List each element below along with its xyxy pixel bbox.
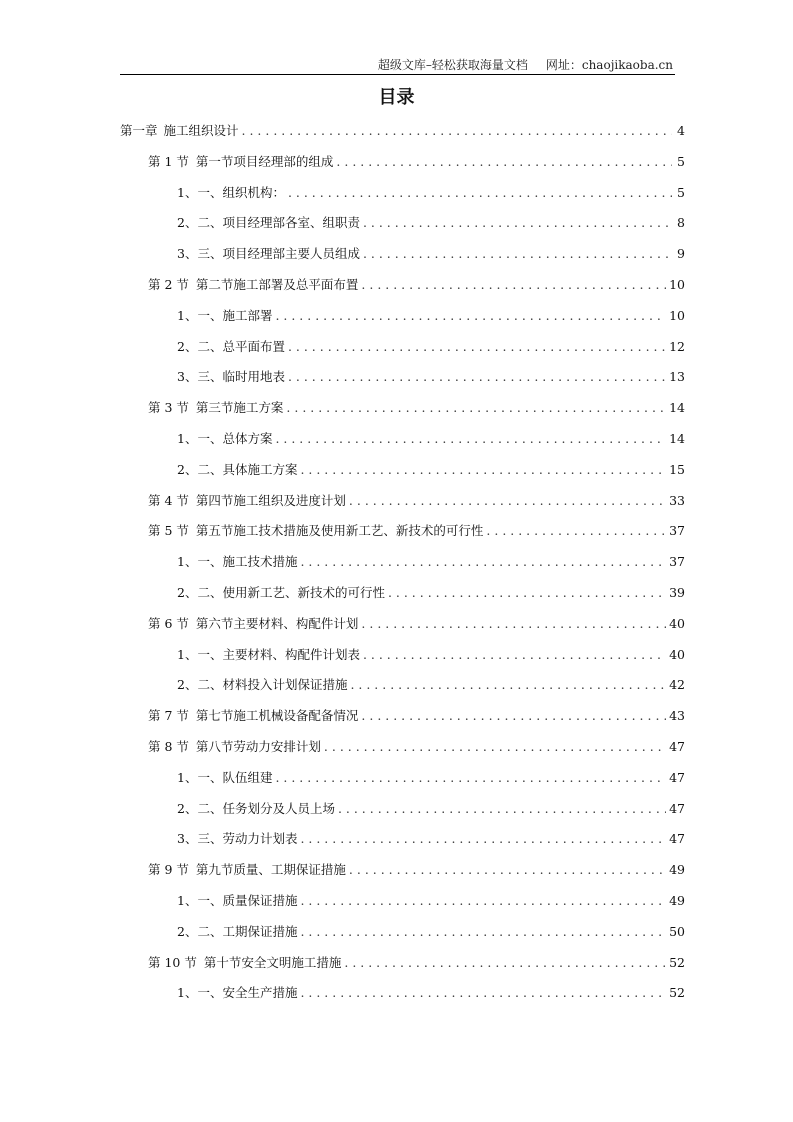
- toc-title: 目录: [378, 87, 415, 108]
- toc-entry-number: 1、: [177, 431, 198, 446]
- toc-entry[interactable]: [177, 337, 685, 357]
- toc-entry[interactable]: [148, 491, 685, 511]
- toc-entry[interactable]: [177, 244, 685, 264]
- toc-dot-leader: [344, 953, 666, 973]
- toc-entry[interactable]: [148, 398, 685, 418]
- toc-entry[interactable]: [177, 799, 685, 819]
- toc-entry-title: 第八节劳动力安排计划: [195, 739, 321, 754]
- toc-entry-title: 一、队伍组建: [197, 769, 273, 785]
- toc-entry-title: 二、任务划分及人员上场: [197, 800, 335, 816]
- toc-entry-number: 3、: [177, 369, 198, 385]
- toc-entry-title: 第三节施工方案: [195, 400, 284, 416]
- toc-entry[interactable]: [148, 737, 685, 757]
- toc-entry[interactable]: [148, 521, 685, 541]
- toc-entry-title: 一、总体方案: [197, 431, 273, 446]
- toc-entry-number: 2、: [177, 800, 198, 816]
- toc-entry[interactable]: [177, 306, 685, 326]
- toc-dot-leader: [388, 583, 666, 603]
- toc-entry-title: 二、具体施工方案: [197, 461, 298, 477]
- toc-entry-title: 一、质量保证措施: [197, 893, 298, 908]
- toc-entry-number: 3、: [177, 246, 198, 262]
- toc-entry-number: 1、: [177, 554, 198, 570]
- toc-entry-title: 二、工期保证措施: [197, 923, 298, 939]
- toc-entry-number: 2、: [177, 461, 198, 477]
- toc-entry-title: 一、安全生产措施: [197, 985, 298, 1001]
- toc-dot-leader: [288, 337, 666, 357]
- toc-entry[interactable]: [177, 891, 685, 911]
- toc-entry-page: 49: [669, 893, 685, 908]
- toc-entry-page: 39: [669, 585, 685, 600]
- toc-entry[interactable]: [177, 213, 685, 233]
- toc-entry-page: 47: [669, 800, 685, 816]
- toc-dot-leader: [300, 552, 666, 572]
- toc-entry-number: 2、: [177, 923, 198, 939]
- header-divider: [120, 74, 675, 75]
- toc-dot-leader: [486, 521, 666, 541]
- toc-entry-page: 14: [669, 431, 685, 446]
- toc-entry-page: 12: [669, 338, 685, 354]
- toc-entry-title: 第四节施工组织及进度计划: [195, 492, 346, 508]
- toc-dot-leader: [349, 491, 666, 511]
- toc-entry-number: 第 5 节: [148, 523, 189, 539]
- toc-entry-number: 1、: [177, 893, 198, 908]
- toc-entry[interactable]: [177, 183, 685, 203]
- toc-entry-page: 40: [669, 615, 685, 631]
- toc-entry-number: 1、: [177, 646, 198, 662]
- toc-entry[interactable]: [148, 275, 685, 295]
- toc-dot-leader: [361, 706, 666, 726]
- toc-entry-number: 1、: [177, 985, 198, 1001]
- toc-entry-title: 第九节质量、工期保证措施: [195, 862, 346, 878]
- toc-dot-leader: [363, 645, 666, 665]
- toc-dot-leader: [336, 152, 672, 172]
- toc-entry-page: 50: [669, 923, 685, 939]
- toc-entry-title: 二、材料投入计划保证措施: [197, 677, 348, 693]
- toc-entry-number: 第 3 节: [148, 400, 189, 416]
- toc-entry-page: 52: [669, 985, 685, 1001]
- toc-dot-leader: [286, 398, 666, 418]
- toc-entry-page: 42: [669, 677, 685, 693]
- toc-dot-leader: [275, 306, 666, 326]
- toc-entry-page: 49: [669, 862, 685, 878]
- toc-entry-title: 第一节项目经理部的组成: [195, 153, 334, 169]
- page-header: [120, 57, 673, 73]
- toc-dot-leader: [361, 275, 666, 295]
- toc-dot-leader: [361, 614, 666, 634]
- toc-entry-page: 47: [669, 831, 685, 847]
- toc-entry-title: 一、主要材料、构配件计划表: [197, 646, 360, 662]
- toc-entry-number: 2、: [177, 215, 198, 231]
- toc-entry-page: 37: [669, 523, 685, 539]
- toc-entry-number: 第 7 节: [148, 708, 189, 724]
- toc-dot-leader: [300, 460, 666, 480]
- toc-entry-number: 第 6 节: [148, 615, 189, 631]
- toc-entry[interactable]: [148, 953, 685, 973]
- toc-entry[interactable]: [148, 860, 685, 880]
- toc-entry-title: 二、项目经理部各室、组职责: [197, 215, 360, 231]
- toc-entry-page: 43: [669, 708, 685, 724]
- toc-entry-page: 37: [669, 554, 685, 570]
- toc-entry-title: 三、劳动力计划表: [197, 831, 298, 847]
- toc-entry[interactable]: [177, 829, 685, 849]
- toc-entry-title: 第六节主要材料、构配件计划: [195, 615, 359, 631]
- toc-entry[interactable]: [177, 460, 685, 480]
- toc-dot-leader: [275, 768, 666, 788]
- toc-entry-number: 第 1 节: [148, 153, 189, 169]
- toc-entry-page: 5: [677, 153, 685, 169]
- toc-entry-number: 2、: [177, 585, 198, 600]
- toc-entry-title: 施工组织设计: [163, 123, 239, 138]
- toc-entry[interactable]: [148, 706, 685, 726]
- toc-entry-number: 1、: [177, 307, 198, 323]
- toc-entry[interactable]: [177, 645, 685, 665]
- toc-entry-page: 47: [669, 739, 685, 754]
- toc-entry[interactable]: [177, 367, 685, 387]
- toc-dot-leader: [363, 213, 672, 233]
- toc-entry-number: 3、: [177, 831, 198, 847]
- header-url: 网址：chaojikaoba.cn: [545, 58, 673, 72]
- toc-entry-page: 4: [677, 123, 685, 138]
- toc-entry-title: 第二节施工部署及总平面布置: [195, 277, 359, 292]
- toc-entry-number: 第 2 节: [148, 277, 189, 292]
- toc-entry-title: 一、施工部署: [197, 307, 273, 323]
- toc-entry-number: 第 8 节: [148, 739, 189, 754]
- toc-entry-page: 15: [669, 461, 685, 477]
- toc-entry[interactable]: [177, 583, 685, 603]
- toc-entry-title: 第五节施工技术措施及使用新工艺、新技术的可行性: [195, 523, 484, 539]
- toc-entry[interactable]: [120, 121, 685, 141]
- toc-entry-number: 第 10 节: [148, 954, 197, 970]
- toc-dot-leader: [338, 799, 666, 819]
- toc-entry-number: 第一章: [120, 123, 158, 138]
- toc-dot-leader: [288, 367, 666, 387]
- toc-entry-number: 2、: [177, 677, 198, 693]
- toc-entry-title: 第七节施工机械设备配备情况: [195, 708, 359, 724]
- toc-entry-page: 33: [669, 492, 685, 508]
- toc-entry[interactable]: [177, 552, 685, 572]
- toc-entry-title: 二、总平面布置: [197, 338, 285, 354]
- toc-entry-title: 二、使用新工艺、新技术的可行性: [197, 585, 385, 600]
- toc-dot-leader: [300, 891, 666, 911]
- toc-entry-number: 1、: [177, 184, 198, 200]
- toc-entry[interactable]: [177, 922, 685, 942]
- toc-entry-title: 一、组织机构：: [197, 184, 285, 200]
- toc-entry-title: 第十节安全文明施工措施: [203, 954, 342, 970]
- toc-entry[interactable]: [177, 675, 685, 695]
- toc-entry[interactable]: [177, 768, 685, 788]
- toc-entry-page: 47: [669, 769, 685, 785]
- toc-dot-leader: [288, 183, 672, 203]
- toc-entry[interactable]: [148, 614, 685, 634]
- toc-entry-title: 三、项目经理部主要人员组成: [197, 246, 360, 262]
- toc-dot-leader: [300, 829, 666, 849]
- toc-entry[interactable]: [148, 152, 685, 172]
- toc-dot-leader: [349, 860, 666, 880]
- toc-entry-page: 40: [669, 646, 685, 662]
- toc-entry-title: 三、临时用地表: [197, 369, 285, 385]
- toc-dot-leader: [300, 922, 666, 942]
- toc-dot-leader: [324, 737, 666, 757]
- toc-entry-page: 9: [677, 246, 685, 262]
- toc-entry-page: 10: [669, 277, 685, 292]
- toc-entry-page: 8: [677, 215, 685, 231]
- toc-entry-page: 10: [669, 307, 685, 323]
- toc-entry[interactable]: [177, 429, 685, 449]
- toc-entry-page: 5: [677, 184, 685, 200]
- toc-entry-number: 第 4 节: [148, 492, 189, 508]
- toc-entry-page: 52: [669, 954, 685, 970]
- toc-dot-leader: [350, 675, 666, 695]
- toc-entry-number: 第 9 节: [148, 862, 189, 878]
- toc-dot-leader: [242, 121, 672, 141]
- toc-dot-leader: [300, 983, 666, 1003]
- toc-entry-page: 14: [669, 400, 685, 416]
- toc-dot-leader: [275, 429, 666, 449]
- toc-entry-number: 1、: [177, 769, 198, 785]
- toc-entry-title: 一、施工技术措施: [197, 554, 298, 570]
- header-site-name: 超级文库–轻松获取海量文档: [377, 58, 528, 72]
- toc-entry-page: 13: [669, 369, 685, 385]
- toc-entry[interactable]: [177, 983, 685, 1003]
- toc-dot-leader: [363, 244, 672, 264]
- toc-entry-number: 2、: [177, 338, 198, 354]
